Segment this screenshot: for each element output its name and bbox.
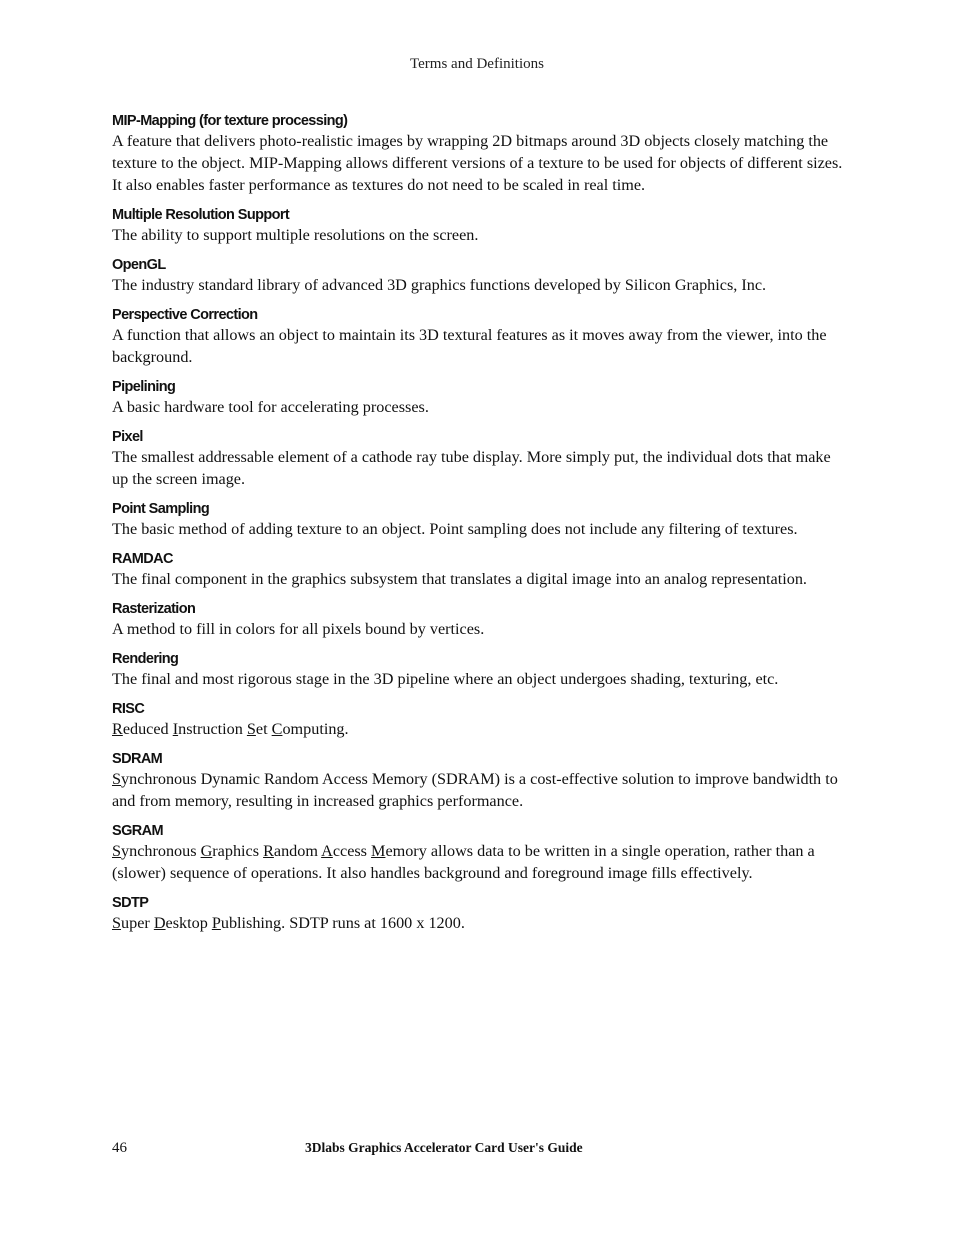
term-heading: SDTP xyxy=(112,895,149,911)
glossary-entry-risc xyxy=(112,700,847,740)
term-definition: The final component in the graphics subsystem that translates a digital image into an analog representation. xyxy=(112,570,807,588)
term-heading: Pipelining xyxy=(112,379,176,395)
term-definition: Synchronous Dynamic Random Access Memory (SDRAM) is a cost-effective solution to improve bandwidth to and from memory, resulting in increased graphics performance. xyxy=(112,770,838,810)
term-definition: Super Desktop Publishing. SDTP runs at 1600 x 1200. xyxy=(112,914,465,932)
term-definition: The final and most rigorous stage in the 3D pipeline where an object undergoes shading, texturing, etc. xyxy=(112,670,779,688)
term-definition: The ability to support multiple resolutions on the screen. xyxy=(112,226,479,244)
term-definition: A feature that delivers photo-realistic images by wrapping 2D bitmaps around 3D objects closely matching the texture to the object. MIP-Mapping allows different versions of a texture to be used for objects of different sizes. It also enables faster performance as textures do not need to be scaled in real time. xyxy=(112,132,843,194)
running-header: Terms and Definitions xyxy=(410,56,544,72)
glossary-entry-opengl xyxy=(112,256,847,296)
term-heading: OpenGL xyxy=(112,257,166,273)
term-definition: The smallest addressable element of a cathode ray tube display. More simply put, the individual dots that make up the screen image. xyxy=(112,448,831,488)
term-definition: The industry standard library of advanced 3D graphics functions developed by Silicon Graphics, Inc. xyxy=(112,276,767,294)
glossary-entry-pipelining xyxy=(112,378,847,418)
glossary-entry-sdtp xyxy=(112,894,847,934)
term-heading: Point Sampling xyxy=(112,501,210,517)
term-heading: RAMDAC xyxy=(112,551,173,567)
term-heading: RISC xyxy=(112,701,145,717)
term-heading: Perspective Correction xyxy=(112,307,258,323)
glossary-list xyxy=(112,112,847,944)
term-definition: A function that allows an object to maintain its 3D textural features as it moves away from the viewer, into the background. xyxy=(112,326,827,366)
term-heading: Multiple Resolution Support xyxy=(112,207,290,223)
glossary-entry-rasterization xyxy=(112,600,847,640)
glossary-entry-pixel xyxy=(112,428,847,490)
glossary-entry-mip-mapping xyxy=(112,112,847,196)
term-heading: Rasterization xyxy=(112,601,196,617)
term-definition: A method to fill in colors for all pixels bound by vertices. xyxy=(112,620,485,638)
glossary-entry-sgram xyxy=(112,822,847,884)
page-footer xyxy=(112,1140,847,1160)
term-heading: SGRAM xyxy=(112,823,163,839)
term-definition: A basic hardware tool for accelerating processes. xyxy=(112,398,429,416)
term-heading: Rendering xyxy=(112,651,179,667)
glossary-entry-point-sampling xyxy=(112,500,847,540)
term-heading: MIP-Mapping (for texture processing) xyxy=(112,113,348,129)
term-heading: SDRAM xyxy=(112,751,163,767)
term-definition: Reduced Instruction Set Computing. xyxy=(112,720,349,738)
glossary-entry-ramdac xyxy=(112,550,847,590)
glossary-entry-multiple-resolution-support xyxy=(112,206,847,246)
glossary-entry-sdram xyxy=(112,750,847,812)
page-number: 46 xyxy=(112,1140,127,1156)
book-title: 3Dlabs Graphics Accelerator Card User's Guide xyxy=(305,1140,583,1155)
glossary-entry-rendering xyxy=(112,650,847,690)
term-definition: Synchronous Graphics Random Access Memory allows data to be written in a single operation, rather than a (slower) sequence of operations. It also handles background and foreground image fills effectively. xyxy=(112,842,815,882)
term-heading: Pixel xyxy=(112,429,143,445)
term-definition: The basic method of adding texture to an object. Point sampling does not include any filtering of textures. xyxy=(112,520,798,538)
glossary-entry-perspective-correction xyxy=(112,306,847,368)
